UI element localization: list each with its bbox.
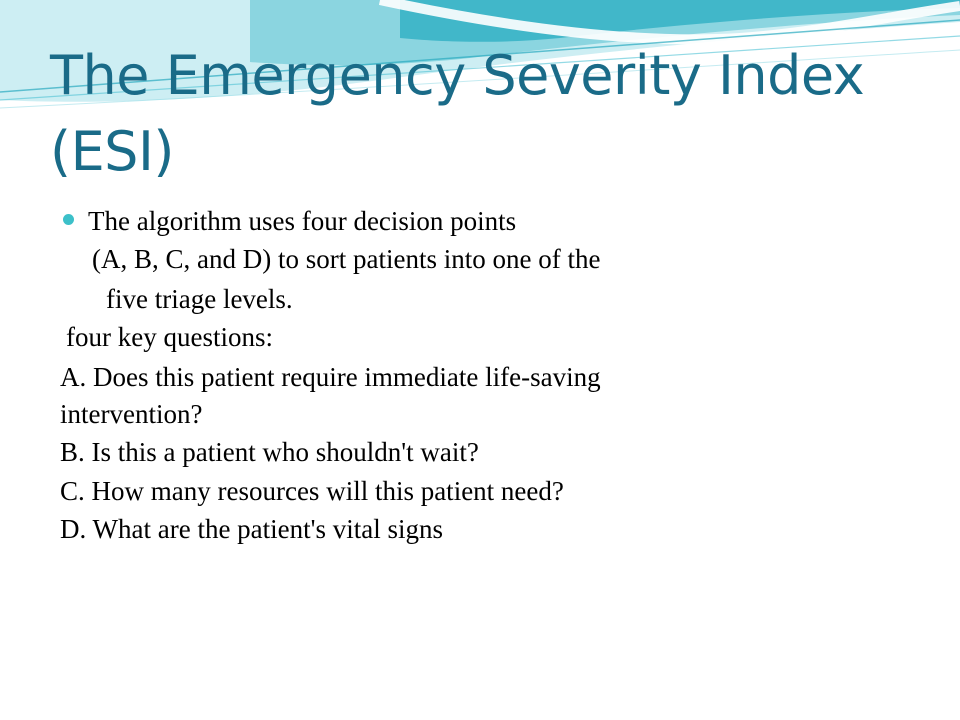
slide-title-line-2: (ESI) (50, 120, 174, 183)
slide-title-line-1: The Emergency Severity Index (50, 44, 865, 107)
bullet-dot-icon (63, 214, 74, 225)
question-d: D. What are the patient's vital signs (60, 514, 444, 544)
bullet-text-line-2: (A, B, C, and D) to sort patients into one of the (92, 244, 601, 274)
questions-intro: four key questions: (66, 322, 273, 352)
question-c: C. How many resources will this patient need? (60, 476, 564, 506)
question-a-line-2: intervention? (60, 399, 203, 429)
slide-title (50, 38, 930, 190)
question-b: B. Is this a patient who shouldn't wait? (60, 437, 479, 467)
bullet-text-line-3: five triage levels. (106, 284, 293, 314)
question-a-line-1: A. Does this patient require immediate life-saving (60, 362, 601, 392)
bullet-text-line-1: The algorithm uses four decision points (88, 206, 517, 236)
